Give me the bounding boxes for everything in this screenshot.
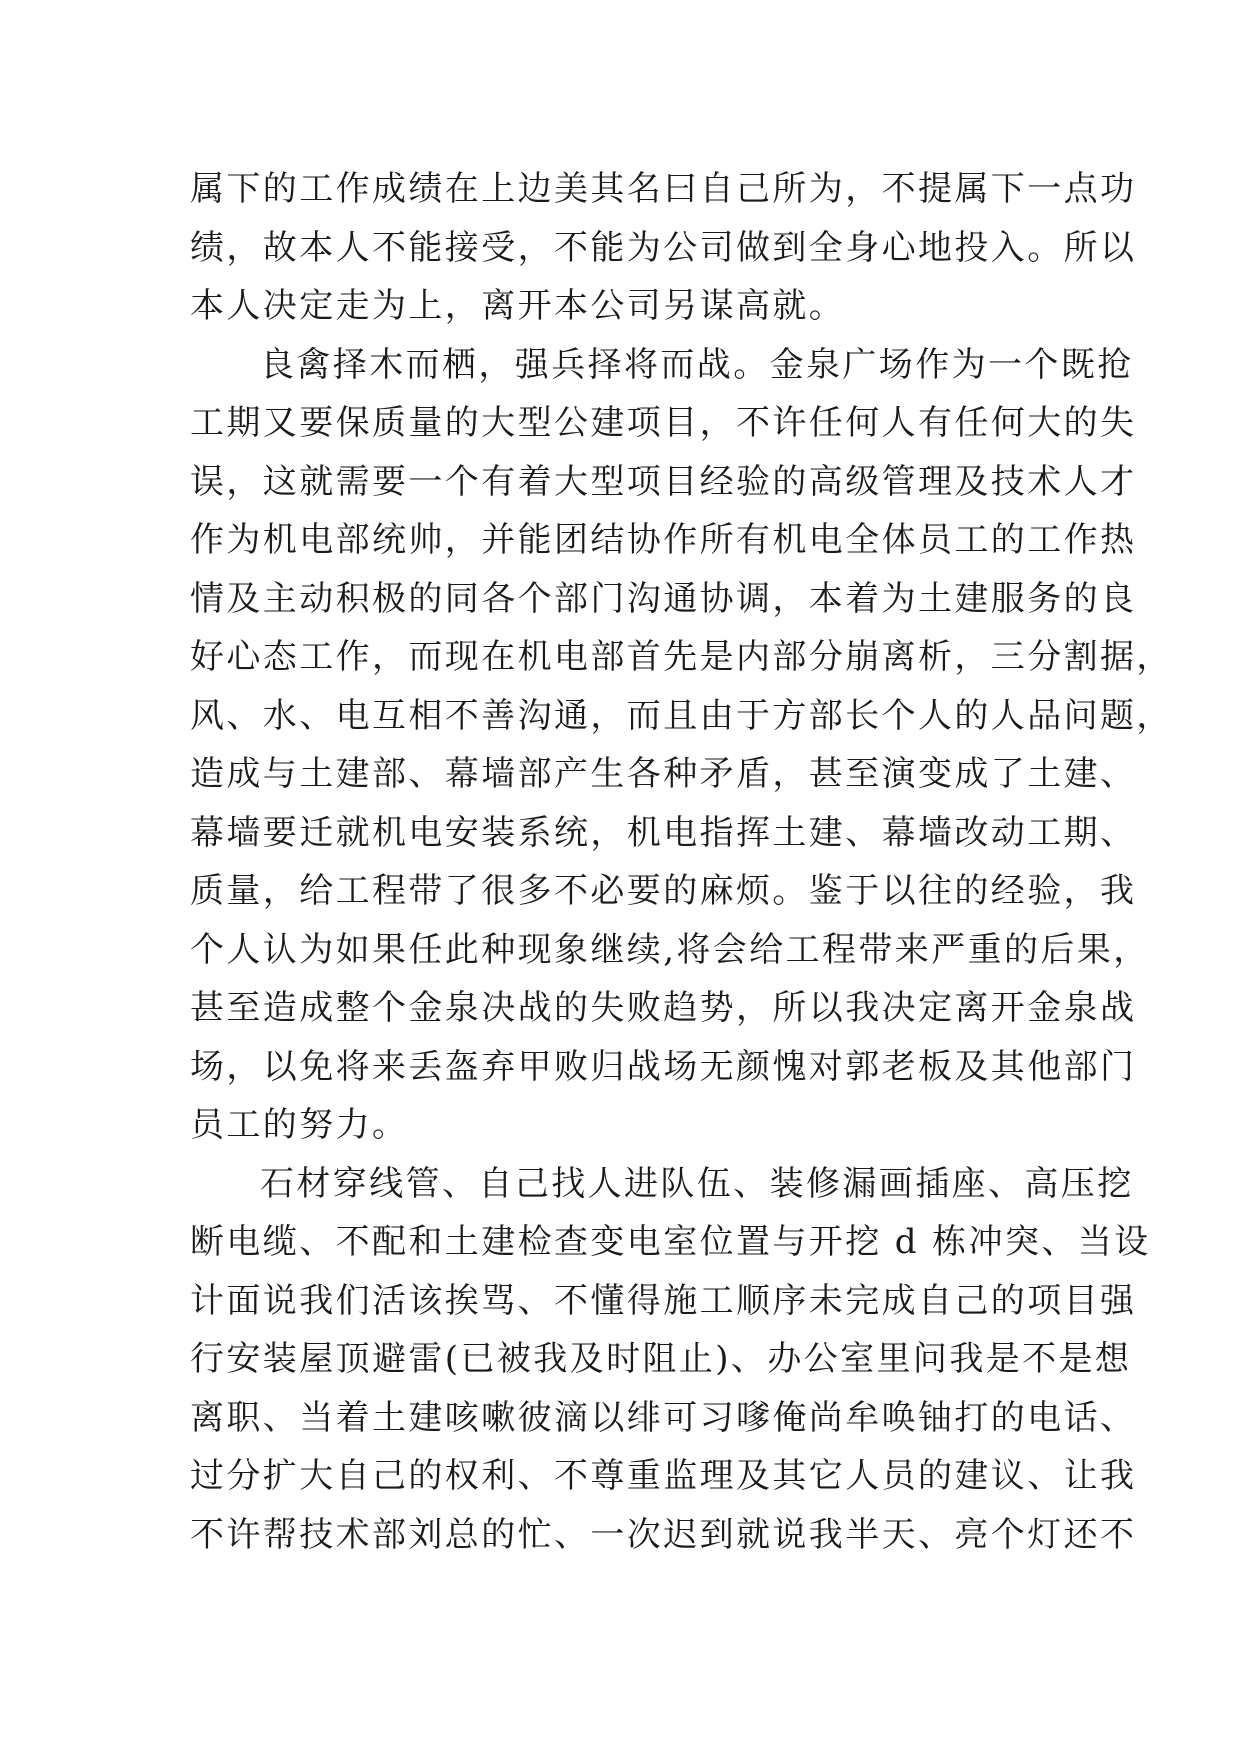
text-line: 误，这就需要一个有着大型项目经验的高级管理及技术人才	[190, 461, 1137, 502]
text-line: 过分扩大自己的权利、不尊重监理及其它人员的建议、让我	[190, 1456, 1137, 1496]
text-line: 员工的努力。	[190, 1105, 409, 1145]
text-line: 本人决定走为上，离开本公司另谋高就。	[190, 286, 846, 326]
text-line: 情及主动积极的同各个部门沟通协调，本着为土建服务的良	[190, 578, 1137, 619]
body-text	[190, 160, 1173, 1564]
text-line: 好心态工作，而现在机电部首先是内部分崩离析，三分割据，	[190, 637, 1173, 677]
paragraph-first-line: 良禽择木而栖，强兵择将而战。金泉广场作为一个既抢	[260, 344, 1134, 385]
paragraph-first-line: 石材穿线管、自己找人进队伍、装修漏画插座、高压挖	[260, 1163, 1134, 1204]
text-line: 风、水、电互相不善沟通，而且由于方部长个人的人品问题，	[190, 695, 1173, 736]
text-line: 不许帮技术部刘总的忙、一次迟到就说我半天、亮个灯还不	[190, 1514, 1137, 1555]
text-line: 作为机电部统帅，并能团结协作所有机电全体员工的工作热	[190, 520, 1137, 560]
text-line: 造成与土建部、幕墙部产生各种矛盾，甚至演变成了土建、	[190, 754, 1137, 794]
text-line: 幕墙要迁就机电安装系统，机电指挥土建、幕墙改动工期、	[190, 812, 1137, 853]
text-line: 个人认为如果任此种现象继续,将会给工程带来严重的后果，	[190, 929, 1150, 970]
text-line: 断电缆、不配和土建检查变电室位置与开挖 d 栋冲突、当设	[190, 1222, 1151, 1262]
text-line: 质量，给工程带了很多不必要的麻烦。鉴于以往的经验，我	[190, 871, 1137, 911]
text-line: 属下的工作成绩在上边美其名曰自己所为，不提属下一点功	[190, 169, 1137, 209]
text-line: 场，以免将来丢盔弃甲败归战场无颜愧对郭老板及其他部门	[190, 1046, 1137, 1087]
text-line: 甚至造成整个金泉决战的失败趋势，所以我决定离开金泉战	[190, 988, 1137, 1028]
text-line: 工期又要保质量的大型公建项目，不许任何人有任何大的失	[190, 403, 1137, 443]
text-line: 离职、当着土建咳嗽彼滴以绯可习嗲俺尚牟唤铀打的电话、	[190, 1397, 1137, 1438]
text-line: 行安装屋顶避雷(已被我及时阻止)、办公室里问我是不是想	[190, 1339, 1132, 1379]
text-line: 计面说我们活该挨骂、不懂得施工顺序未完成自己的项目强	[190, 1280, 1137, 1321]
text-line: 绩，故本人不能接受，不能为公司做到全身心地投入。所以	[190, 227, 1137, 268]
